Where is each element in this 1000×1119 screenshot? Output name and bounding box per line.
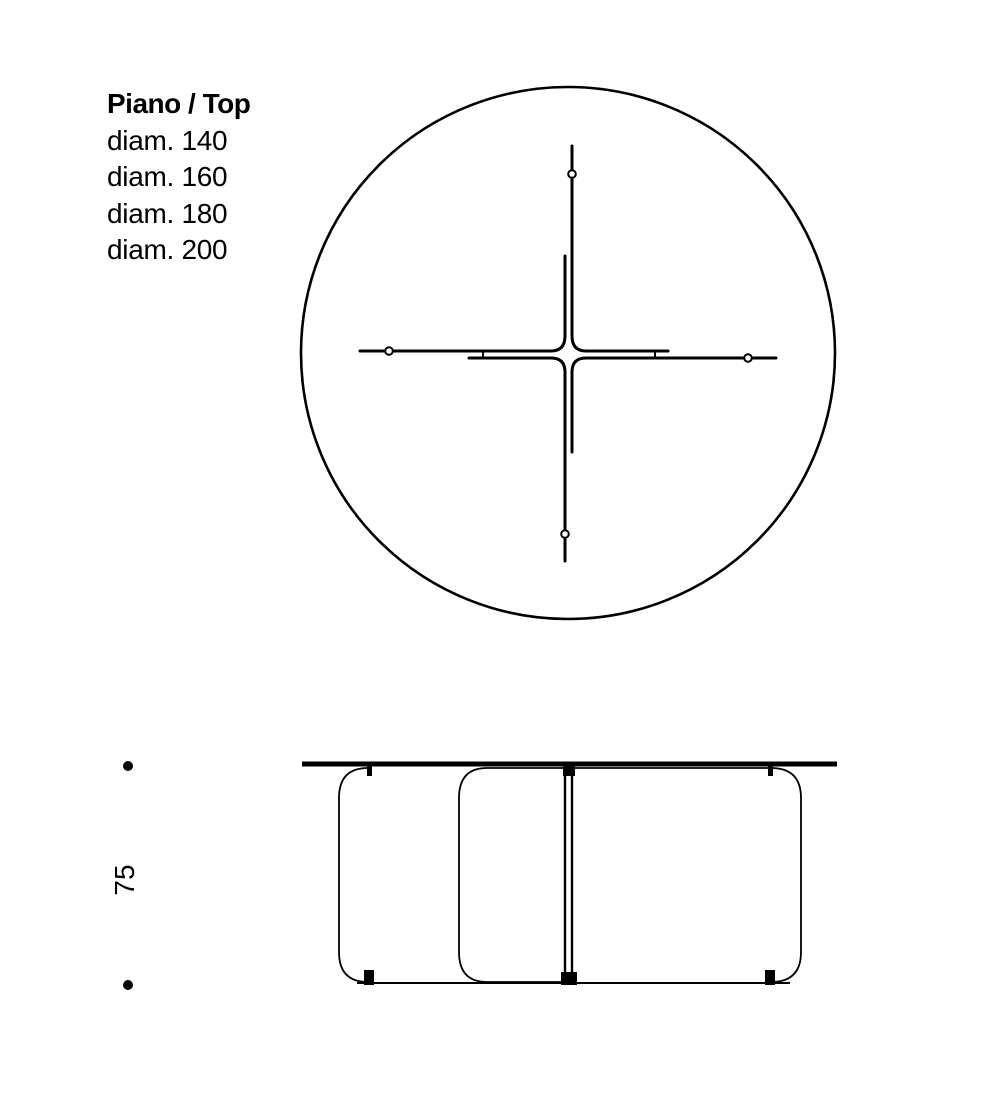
table-top-outline [301,87,835,619]
dimension-marker-top [123,761,133,771]
base-center-joint [551,336,586,372]
leg-frame-left [339,768,370,982]
foot-pad-left [385,347,393,355]
top-size-200: diam. 200 [107,234,228,265]
foot-pad-right [744,354,752,362]
base-horizontal-arm [360,351,776,358]
central-column [561,766,577,985]
leg-frame-right [572,768,801,982]
frame-connectors [364,766,775,985]
leg-frame-inner [459,768,568,982]
plan-view [301,87,835,619]
height-dimension-label: 75 [109,864,140,896]
dimension-marker-bottom [123,980,133,990]
elevation-view [109,761,837,990]
foot-pad-top [568,170,576,178]
foot-pad-bottom [561,530,569,538]
top-size-160: diam. 160 [107,161,228,192]
top-size-180: diam. 180 [107,197,228,229]
base-vertical-arm [565,146,572,561]
top-spec-title: Piano / Top [107,88,251,119]
top-size-140: diam. 140 [107,124,228,156]
